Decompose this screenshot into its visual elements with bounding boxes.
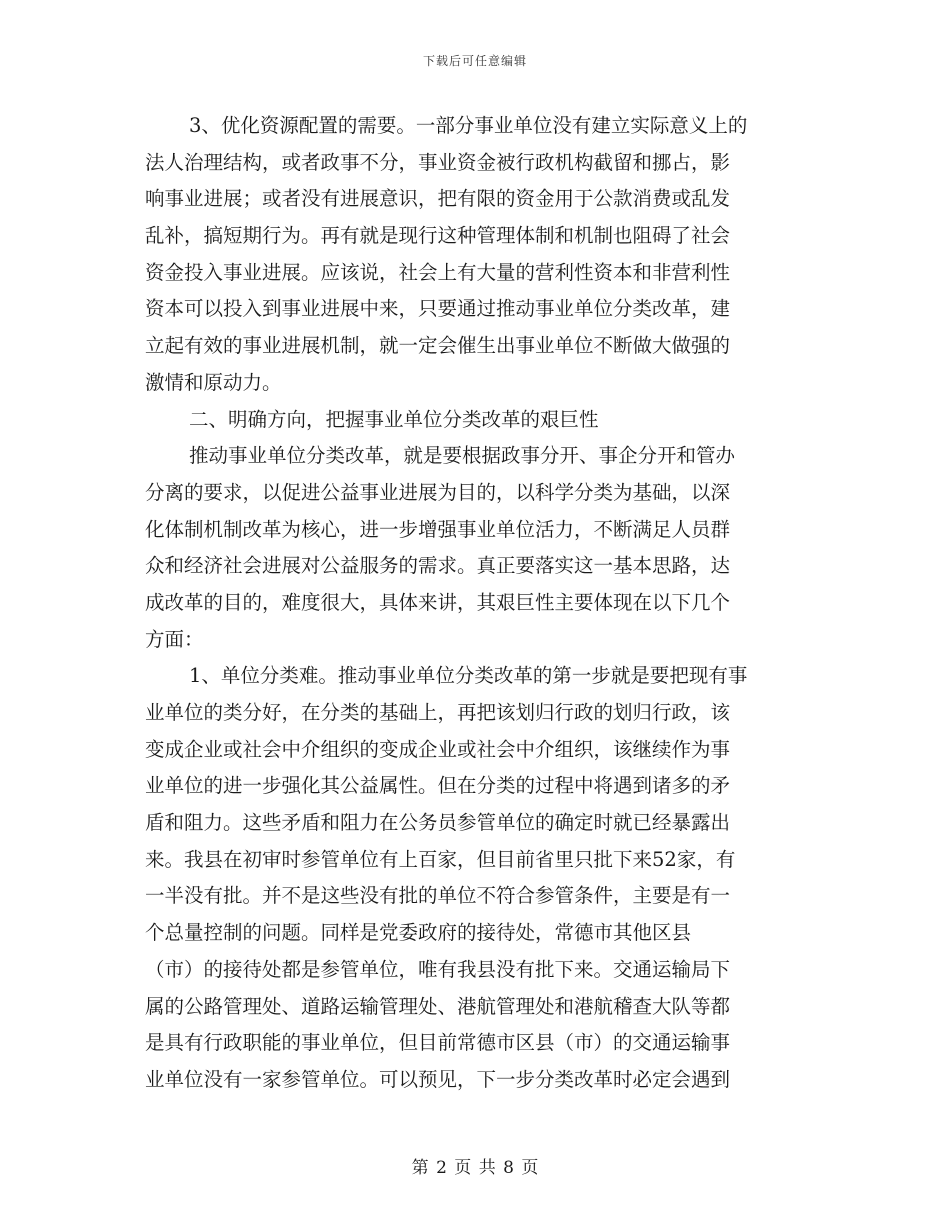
text-line: 资本可以投入到事业进展中来，只要通过推动事业单位分类改革，建 — [145, 297, 731, 321]
text-line: （市）的接待处都是参管单位，唯有我县没有批下来。交通运输局下 — [145, 957, 731, 981]
header-note: 下载后可任意编辑 — [422, 54, 527, 68]
text-line: 业单位的进一步强化其公益属性。但在分类的过程中将遇到诸多的矛 — [145, 774, 731, 798]
text-line: 一半没有批。并不是这些没有批的单位不符合参管条件，主要是有一 — [145, 884, 731, 908]
text-line: 成改革的目的，难度很大，具体来讲，其艰巨性主要体现在以下几个 — [145, 590, 731, 614]
text-line: 个总量控制的问题。同样是党委政府的接待处，常德市其他区县 — [145, 921, 692, 945]
text-line: 激情和原动力。 — [145, 370, 282, 394]
text-line: 推动事业单位分类改革，就是要根据政事分开、事企分开和管办 — [189, 444, 736, 468]
text-line: 变成企业或社会中介组织的变成企业或社会中介组织，该继续作为事 — [145, 737, 731, 761]
page-number: 第 2 页 共 8 页 — [411, 1158, 539, 1178]
body-text — [145, 108, 805, 1099]
text-line: 立起有效的事业进展机制，就一定会催生出事业单位不断做大做强的 — [145, 334, 731, 358]
section-heading: 二、明确方向，把握事业单位分类改革的艰巨性 — [189, 407, 599, 431]
text-line: 盾和阻力。这些矛盾和阻力在公务员参管单位的确定时就已经暴露出 — [145, 811, 731, 835]
text-line: 属的公路管理处、道路运输管理处、港航管理处和港航稽查大队等都 — [145, 994, 731, 1018]
text-line: 1、单位分类难。推动事业单位分类改革的第一步就是要把现有事 — [189, 664, 748, 688]
text-line: 来。我县在初审时参管单位有上百家，但目前省里只批下来52家，有 — [145, 847, 736, 871]
text-line: 分离的要求，以促进公益事业进展为目的，以科学分类为基础，以深 — [145, 480, 731, 504]
text-line: 业单位没有一家参管单位。可以预见，下一步分类改革时必定会遇到 — [145, 1067, 731, 1091]
text-line: 法人治理结构，或者政事不分，事业资金被行政机构截留和挪占，影 — [145, 150, 731, 174]
text-line: 3、优化资源配置的需要。一部分事业单位没有建立实际意义上的 — [189, 114, 748, 137]
text-line: 是具有行政职能的事业单位，但目前常德市区县（市）的交通运输事 — [145, 1031, 731, 1055]
text-line: 资金投入事业进展。应该说，社会上有大量的营利性资本和非营利性 — [145, 260, 731, 284]
text-line: 响事业进展；或者没有进展意识，把有限的资金用于公款消费或乱发 — [145, 187, 731, 211]
text-line: 方面： — [145, 627, 204, 651]
text-line: 乱补，搞短期行为。再有就是现行这种管理体制和机制也阻碍了社会 — [145, 224, 731, 248]
text-line: 化体制机制改革为核心，进一步增强事业单位活力，不断满足人员群 — [145, 517, 731, 541]
text-line: 众和经济社会进展对公益服务的需求。真正要落实这一基本思路，达 — [145, 554, 731, 578]
text-line: 业单位的类分好，在分类的基础上，再把该划归行政的划归行政，该 — [145, 701, 731, 724]
